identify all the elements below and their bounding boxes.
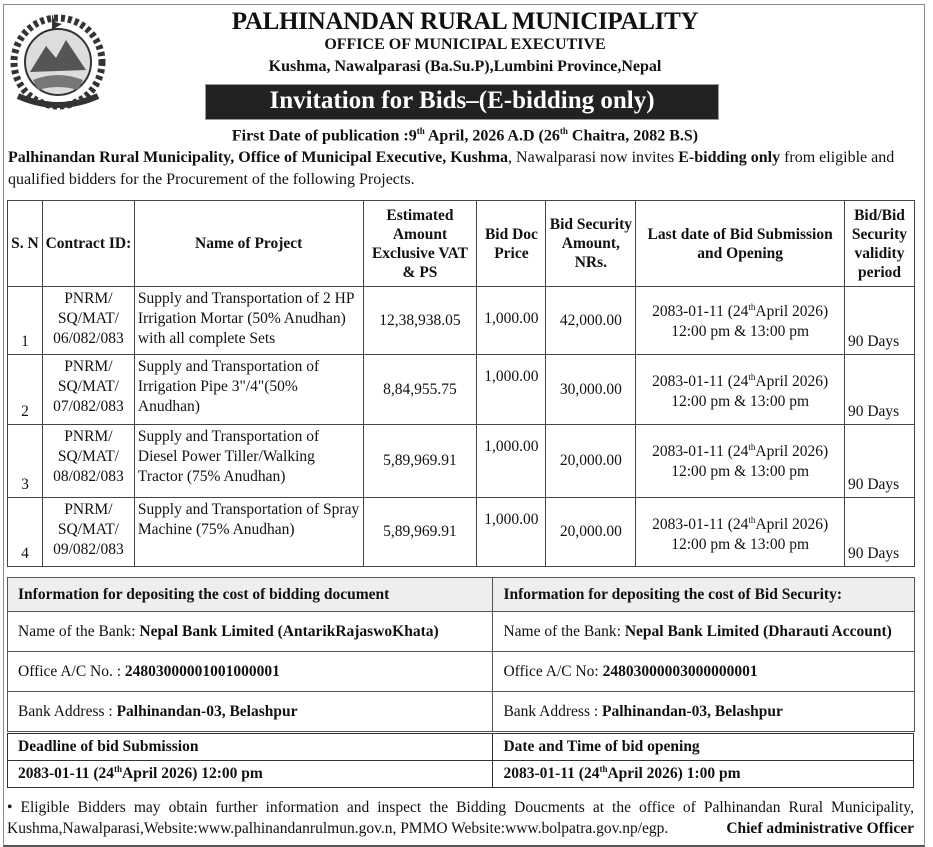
col-header: Bid Security Amount, NRs. xyxy=(546,201,636,287)
serial-number: 1 xyxy=(8,287,43,355)
submission-deadline: 2083-01-11 (24thApril 2026) 12:00 pm xyxy=(8,761,493,788)
deposit-info-table xyxy=(7,577,915,732)
footer-note: • Eligible Bidders may obtain further information and inspect the Bidding Doucments at the office of Palhinandan Rural Municipality, Kushma,Nawalparasi,Website:www.palhinandanrulmun.gov.n, PMMO Website:www.bolpatra.gov.np/egp. Chief administrative Officer xyxy=(7,799,914,837)
bid-doc-price: 1,000.00 xyxy=(477,425,546,498)
bid-doc-price: 1,000.00 xyxy=(477,355,546,425)
bid-doc-info-title: Information for depositing the cost of bidding document xyxy=(8,578,493,612)
submission-deadline-title: Deadline of bid Submission xyxy=(8,734,493,761)
estimated-amount: 8,84,955.75 xyxy=(363,355,477,425)
table-row xyxy=(8,498,915,567)
bank-name: Name of the Bank: Nepal Bank Limited (AntarikRajaswoKhata) xyxy=(8,612,493,652)
project-name: Supply and Transportation of Diesel Power Tiller/Walking Tractor (75% Anudhan) xyxy=(134,425,363,498)
municipality-title: PALHINANDAN RURAL MUNICIPALITY xyxy=(231,8,699,35)
deadline-table xyxy=(7,733,914,788)
bid-security-amount: 30,000.00 xyxy=(546,355,636,425)
contract-id: PNRM/ SQ/MAT/ 06/082/083 xyxy=(42,287,134,355)
submission-date: 2083-01-11 (24thApril 2026) 12:00 pm & 13:00 pm xyxy=(636,355,845,425)
bank-name: Name of the Bank: Nepal Bank Limited (Dharauti Account) xyxy=(493,612,915,652)
office-address: Kushma, Nawalparasi (Ba.Su.P),Lumbini Province,Nepal xyxy=(268,58,662,75)
serial-number: 3 xyxy=(8,425,43,498)
opening-title: Date and Time of bid opening xyxy=(493,734,914,761)
contract-id: PNRM/ SQ/MAT/ 07/082/083 xyxy=(42,355,134,425)
opening-datetime: 2083-01-11 (24thApril 2026) 1:00 pm xyxy=(493,761,914,788)
project-name: Supply and Transportation of Irrigation Pipe 3"/4"(50% Anudhan) xyxy=(134,355,363,425)
nepal-emblem-icon xyxy=(8,10,108,110)
serial-number: 4 xyxy=(8,498,43,567)
account-number: Office A/C No: 24803000003000000001 xyxy=(493,652,915,692)
bid-doc-price: 1,000.00 xyxy=(477,287,546,355)
estimated-amount: 5,89,969.91 xyxy=(363,425,477,498)
serial-number: 2 xyxy=(8,355,43,425)
validity-period: 90 Days xyxy=(844,355,914,425)
account-number: Office A/C No. : 24803000001001000001 xyxy=(8,652,493,692)
table-header-row xyxy=(8,201,915,287)
col-header: Contract ID: xyxy=(42,201,134,287)
estimated-amount: 5,89,969.91 xyxy=(363,498,477,567)
bid-security-amount: 42,000.00 xyxy=(546,287,636,355)
publication-date: First Date of publication :9th April, 2026 A.D (26th Chaitra, 2082 B.S) xyxy=(231,126,699,145)
validity-period: 90 Days xyxy=(844,498,914,567)
office-name: OFFICE OF MUNICIPAL EXECUTIVE xyxy=(324,36,606,53)
project-name: Supply and Transportation of 2 HP Irrigation Mortar (50% Anudhan) with all complete Sets xyxy=(134,287,363,355)
bid-security-amount: 20,000.00 xyxy=(546,425,636,498)
submission-date: 2083-01-11 (24thApril 2026) 12:00 pm & 13:00 pm xyxy=(636,425,845,498)
col-header: Estimated Amount Exclusive VAT & PS xyxy=(363,201,477,287)
validity-period: 90 Days xyxy=(844,425,914,498)
contract-id: PNRM/ SQ/MAT/ 09/082/083 xyxy=(42,498,134,567)
col-header: Bid Doc Price xyxy=(477,201,546,287)
bid-doc-price: 1,000.00 xyxy=(477,498,546,567)
bank-address: Bank Address : Palhinandan-03, Belashpur xyxy=(8,692,493,732)
bank-address: Bank Address : Palhinandan-03, Belashpur xyxy=(493,692,915,732)
col-header: S. N xyxy=(8,201,43,287)
validity-period: 90 Days xyxy=(844,287,914,355)
table-row xyxy=(8,355,915,425)
table-row xyxy=(8,425,915,498)
table-row xyxy=(8,287,915,355)
col-header: Name of Project xyxy=(134,201,363,287)
col-header: Bid/Bid Security validity period xyxy=(844,201,914,287)
project-name: Supply and Transportation of Spray Machine (75% Anudhan) xyxy=(134,498,363,567)
notice-banner: Invitation for Bids–(E-bidding only) xyxy=(205,84,719,120)
bid-security-info-title: Information for depositing the cost of Bid Security: xyxy=(493,578,915,612)
contract-id: PNRM/ SQ/MAT/ 08/082/083 xyxy=(42,425,134,498)
intro-paragraph: Palhinandan Rural Municipality, Office of Municipal Executive, Kushma, Nawalparasi now invites E-bidding only from eligible and qualified bidders for the Procurement of the following Projects. xyxy=(8,149,895,188)
projects-table xyxy=(7,200,915,567)
bid-security-amount: 20,000.00 xyxy=(546,498,636,567)
col-header: Last date of Bid Submission and Opening xyxy=(636,201,845,287)
submission-date: 2083-01-11 (24thApril 2026) 12:00 pm & 13:00 pm xyxy=(636,287,845,355)
estimated-amount: 12,38,938.05 xyxy=(363,287,477,355)
submission-date: 2083-01-11 (24thApril 2026) 12:00 pm & 13:00 pm xyxy=(636,498,845,567)
signature: Chief administrative Officer xyxy=(726,820,914,837)
